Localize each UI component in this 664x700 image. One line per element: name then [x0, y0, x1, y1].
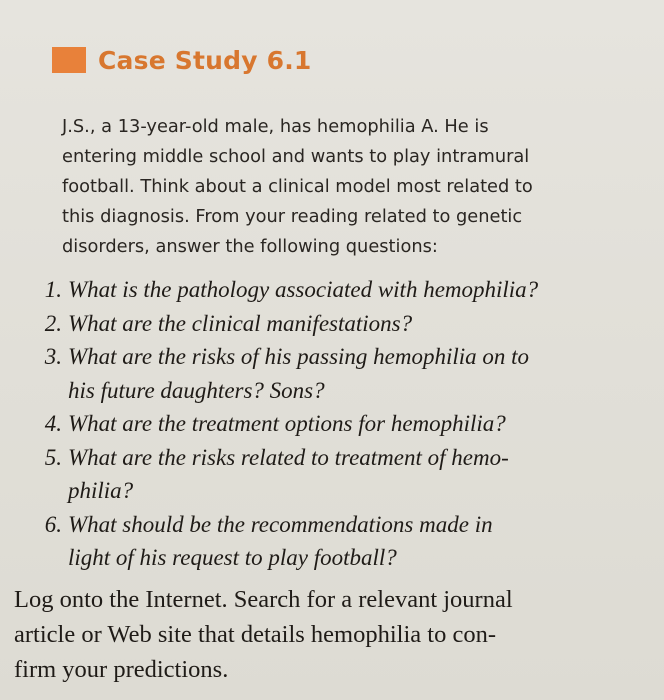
question-item: [20, 307, 640, 341]
question-item: [20, 407, 640, 441]
case-study-header: [52, 40, 312, 80]
question-number: 1.: [44, 277, 62, 302]
question-text: [68, 508, 640, 575]
intro-line: disorders, answer the following questions:: [62, 236, 438, 257]
question-number: 3.: [44, 344, 62, 369]
case-study-title: Case Study 6.1: [98, 45, 312, 75]
question-number: 2.: [44, 310, 62, 336]
question-item: [20, 441, 640, 508]
question-text: [68, 407, 640, 441]
question-item: [20, 273, 640, 307]
outro-line: Log onto the Internet. Search for a relevant journal: [14, 586, 513, 613]
question-text: [68, 340, 640, 407]
question-line: What should be the recommendations made in: [68, 511, 493, 537]
intro-line: entering middle school and wants to play intramural: [62, 146, 530, 167]
question-item: [20, 340, 640, 407]
question-line: What are the risks of his passing hemophilia on to: [68, 344, 530, 369]
question-line: light of his request to play football?: [68, 545, 397, 570]
question-line: his future daughters? Sons?: [68, 377, 325, 403]
intro-line: football. Think about a clinical model most related to: [62, 176, 533, 197]
question-line: What are the risks related to treatment of hemo-: [68, 444, 509, 470]
question-line: What are the treatment options for hemophilia?: [68, 411, 506, 436]
question-line: What are the clinical manifestations?: [68, 310, 413, 336]
question-text: [68, 441, 640, 508]
outro-line: firm your predictions.: [14, 656, 229, 683]
intro-line: J.S., a 13-year-old male, has hemophilia A. He is: [62, 116, 489, 137]
orange-square-marker: [52, 47, 86, 73]
question-number: 6.: [44, 511, 62, 537]
question-number: 5.: [44, 444, 62, 470]
question-line: philia?: [68, 478, 134, 503]
case-intro-paragraph: [62, 112, 632, 262]
question-number: 4.: [44, 411, 62, 436]
outro-line: article or Web site that details hemophilia to con-: [14, 621, 496, 648]
closing-instructions: [14, 582, 642, 687]
question-line: What is the pathology associated with hemophilia?: [68, 277, 539, 302]
intro-line: this diagnosis. From your reading related to genetic: [62, 206, 523, 227]
question-text: [68, 273, 640, 307]
question-text: [68, 307, 640, 341]
question-item: [20, 508, 640, 575]
question-list: [20, 273, 640, 575]
